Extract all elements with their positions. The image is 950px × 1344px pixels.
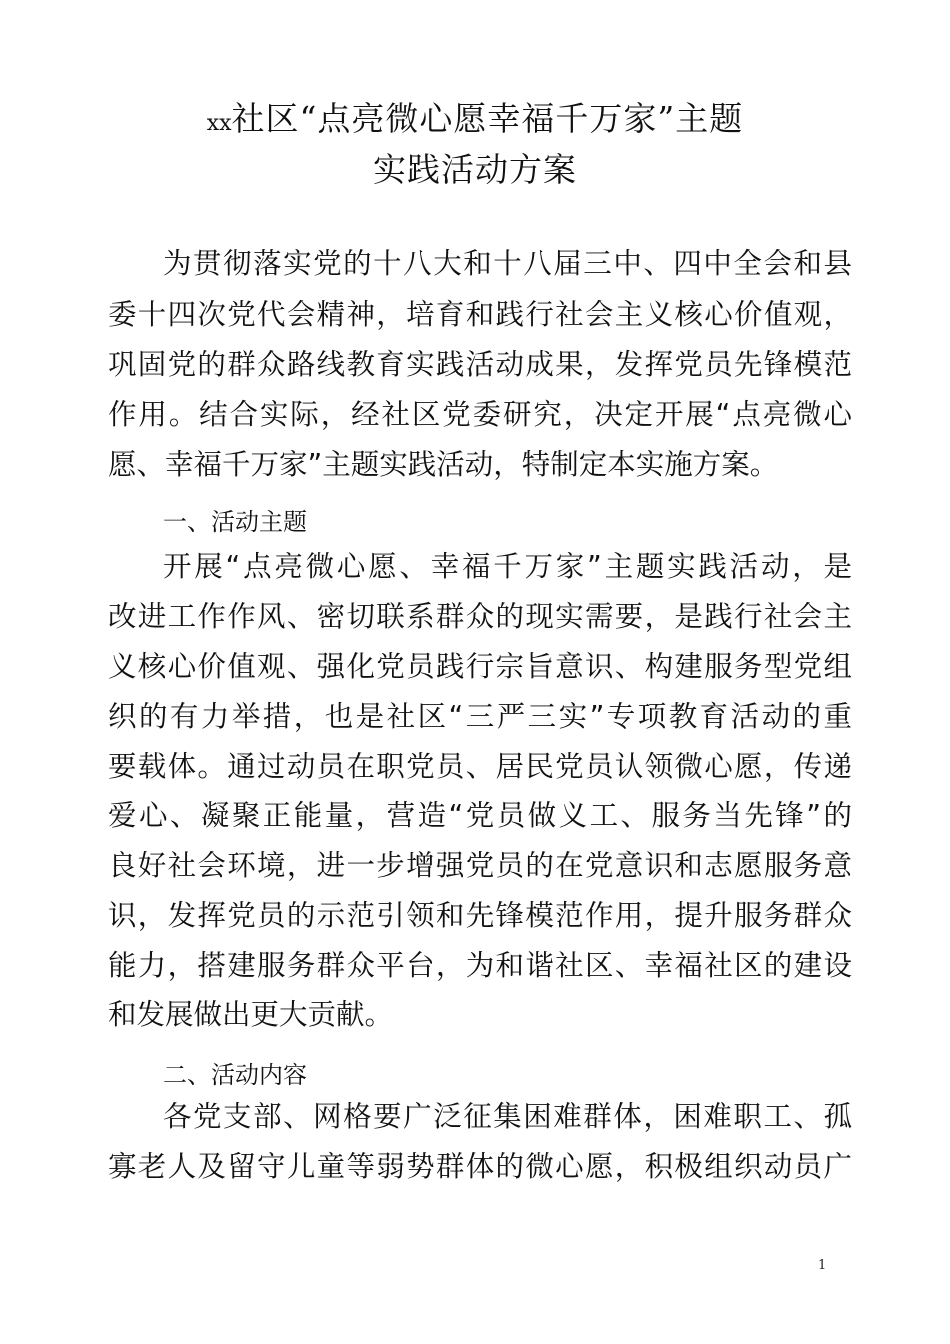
section-heading: 二、活动内容 bbox=[163, 1061, 307, 1089]
intro-line: 为贯彻落实党的十八大和十八届三中、四中全会和县 bbox=[163, 247, 852, 280]
section1-line: 改进工作作风、密切联系群众的现实需要，是践行社会主 bbox=[108, 600, 852, 633]
section-heading: 一、活动主题 bbox=[163, 508, 307, 536]
section1-line: 识，发挥党员的示范引领和先锋模范作用，提升服务群众 bbox=[108, 899, 852, 932]
section1-line: 能力，搭建服务群众平台，为和谐社区、幸福社区的建设 bbox=[108, 949, 852, 982]
intro-line: 巩固党的群众路线教育实践活动成果，发挥党员先锋模范 bbox=[108, 348, 852, 381]
intro-line: 作用。结合实际，经社区党委研究，决定开展“点亮微心 bbox=[108, 398, 852, 431]
section1-line: 良好社会环境，进一步增强党员的在党意识和志愿服务意 bbox=[108, 849, 852, 882]
intro-line: 委十四次党代会精神，培育和践行社会主义核心价值观， bbox=[108, 298, 852, 331]
section1-line: 要载体。通过动员在职党员、居民党员认领微心愿，传递 bbox=[108, 750, 852, 783]
title-main: 社区“点亮微心愿幸福千万家”主题 bbox=[231, 99, 744, 138]
section1-line: 和发展做出更大贡献。 bbox=[108, 998, 394, 1031]
section2-line: 寡老人及留守儿童等弱势群体的微心愿，积极组织动员广 bbox=[108, 1150, 852, 1183]
section1-line: 织的有力举措，也是社区“三严三实”专项教育活动的重 bbox=[108, 700, 852, 733]
section1-line: 爱心、凝聚正能量，营造“党员做义工、服务当先锋”的 bbox=[108, 799, 852, 832]
section1-line: 开展“点亮微心愿、幸福千万家”主题实践活动，是 bbox=[163, 550, 852, 583]
title-prefix: xx bbox=[206, 111, 232, 136]
section2-line: 各党支部、网格要广泛征集困难群体，困难职工、孤 bbox=[163, 1100, 852, 1133]
document-title-line-2: 实践活动方案 bbox=[373, 150, 577, 189]
section1-line: 义核心价值观、强化党员践行宗旨意识、构建服务型党组 bbox=[108, 650, 852, 683]
intro-line: 愿、幸福千万家”主题实践活动，特制定本实施方案。 bbox=[108, 448, 779, 481]
document-title-line-1 bbox=[0, 99, 950, 144]
page-number: 1 bbox=[818, 1258, 827, 1273]
